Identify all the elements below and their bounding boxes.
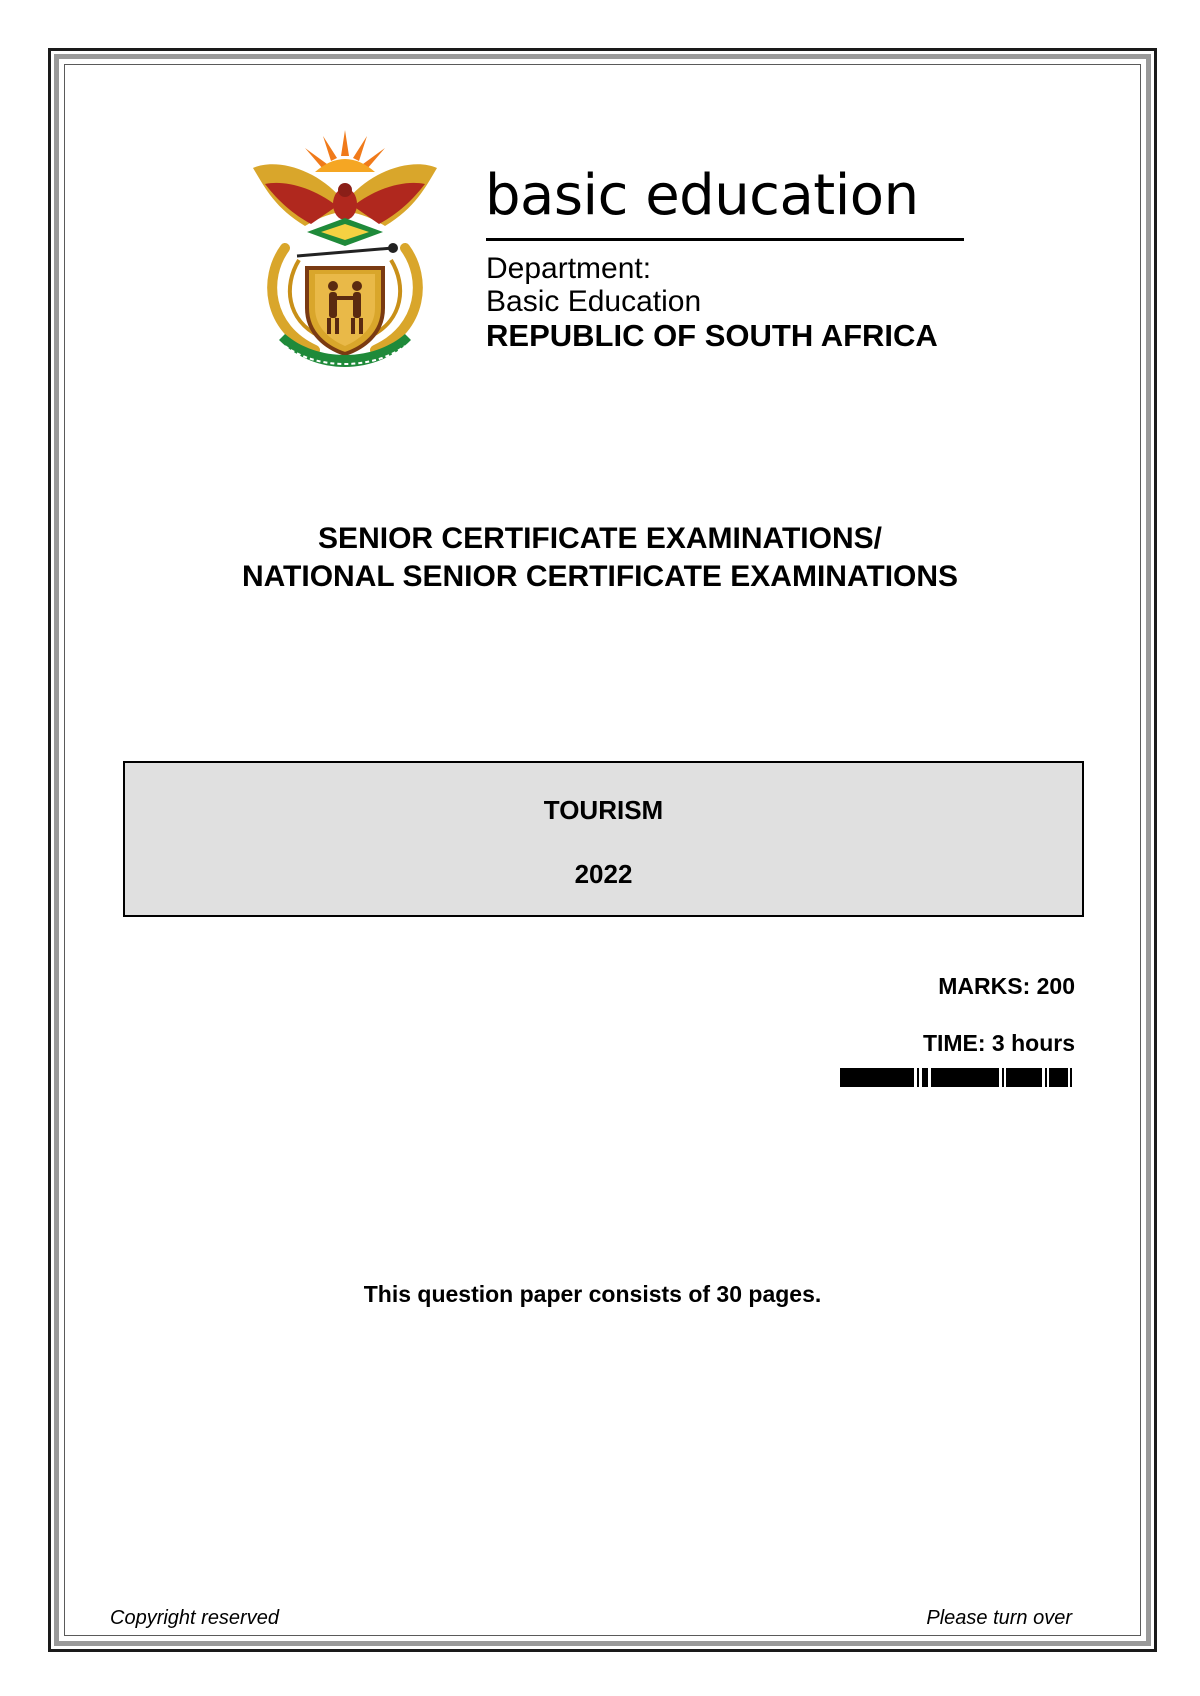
exam-title-line-2: NATIONAL SENIOR CERTIFICATE EXAMINATIONS (241, 560, 959, 593)
brand-wordmark: basic education (485, 163, 919, 228)
exam-title-line-1: SENIOR CERTIFICATE EXAMINATIONS/ (318, 522, 882, 555)
exam-year: 2022 (574, 859, 633, 889)
department-name: Basic Education (486, 285, 702, 318)
subject-box (123, 761, 1084, 917)
country-name: REPUBLIC OF SOUTH AFRICA (486, 318, 938, 353)
barcode-strip (840, 1068, 1072, 1087)
brand-underline (486, 238, 964, 241)
footer-copyright: Copyright reserved (110, 1607, 279, 1629)
subject-name: TOURISM (543, 795, 664, 825)
time-label: TIME: 3 hours (922, 1030, 1075, 1056)
marks-label: MARKS: 200 (938, 973, 1075, 999)
page-count-note: This question paper consists of 30 pages. (363, 1281, 822, 1307)
coat-of-arms-logo (245, 128, 445, 373)
department-label: Department: (486, 252, 652, 285)
footer-turn-over: Please turn over (926, 1607, 1072, 1629)
